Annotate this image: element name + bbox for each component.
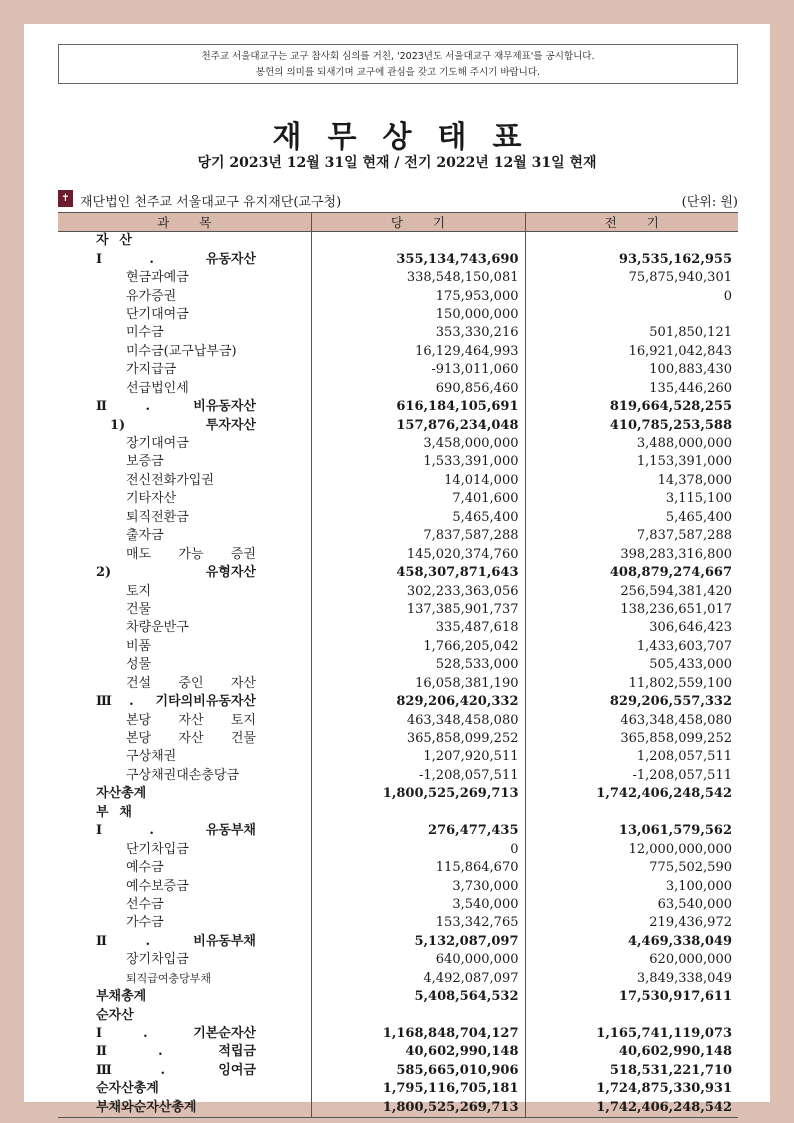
account-name: 본당 자산 건물 [126,731,256,747]
row-previous-value: 14,378,000 [525,472,738,490]
account-name: 매도 가능 증권 [126,546,256,562]
row-account-label [58,490,311,508]
table-row [58,269,738,287]
row-previous-value: 4,469,338,049 [525,933,738,951]
row-account-label [58,324,311,342]
row-current-value: 5,132,087,097 [311,933,525,951]
row-current-value: 3,540,000 [311,896,525,914]
col-header-previous: 전기 [525,213,738,232]
row-current-value: 7,837,587,288 [311,527,525,545]
row-account-label [58,1025,311,1043]
row-current-value [311,804,525,822]
row-current-value: 585,665,010,906 [311,1062,525,1080]
account-name: 가지급금 [126,362,177,378]
account-name: 성물 [126,657,152,673]
row-previous-value: 1,208,057,511 [525,748,738,766]
row-account-label [58,914,311,932]
row-previous-value: 1,724,875,330,931 [525,1080,738,1098]
row-current-value: 458,307,871,643 [311,564,525,582]
row-previous-value: 17,530,917,611 [525,988,738,1006]
row-account-label [58,398,311,416]
row-account-label [58,380,311,398]
row-account-label [58,804,311,822]
account-name: 장기차입금 [126,952,189,968]
row-previous-value: 1,165,741,119,073 [525,1025,738,1043]
table-row [58,951,738,969]
account-name: 전신전화가입권 [126,472,214,488]
table-row [58,232,738,251]
row-previous-value: 398,283,316,800 [525,545,738,563]
table-row [58,306,738,324]
row-previous-value: 3,849,338,049 [525,970,738,988]
notice-box [58,44,738,84]
row-previous-value: 1,433,603,707 [525,638,738,656]
table-row [58,1099,738,1118]
table-row [58,877,738,895]
table-row [58,638,738,656]
row-account-label [58,1006,311,1024]
row-current-value: 829,206,420,332 [311,693,525,711]
account-name: 가수금 [126,915,164,931]
account-name: 예수보증금 [126,878,189,894]
page-subtitle: 당기 2023년 12월 31일 현재 / 전기 2022년 12월 31일 현재 [197,155,597,171]
row-current-value: 7,401,600 [311,490,525,508]
account-name: 선수금 [126,896,164,912]
row-current-value: 4,492,087,097 [311,970,525,988]
account-name: 부 채 [96,804,132,820]
row-account-label [58,785,311,803]
row-current-value: -913,011,060 [311,361,525,379]
row-previous-value: 12,000,000,000 [525,840,738,858]
row-account-label [58,564,311,582]
row-current-value: 175,953,000 [311,287,525,305]
row-current-value: 302,233,363,056 [311,582,525,600]
table-row [58,582,738,600]
row-account-label [58,472,311,490]
row-previous-value [525,232,738,251]
table-row [58,988,738,1006]
row-account-label [58,693,311,711]
row-account-label [58,343,311,361]
row-previous-value [525,1006,738,1024]
row-current-value [311,1006,525,1024]
row-previous-value: 16,921,042,843 [525,343,738,361]
table-row [58,324,738,342]
table-row [58,527,738,545]
account-name: 미수금 [126,325,164,341]
cross-logo-icon: ✝ [58,190,73,207]
account-name: 건물 [126,601,152,617]
row-previous-value: 3,115,100 [525,490,738,508]
account-name: Ⅱ. 비유동자산 [96,399,256,415]
row-current-value: -1,208,057,511 [311,767,525,785]
row-current-value: 153,342,765 [311,914,525,932]
row-account-label [58,933,311,951]
account-name: 차량운반구 [126,620,189,636]
row-account-label [58,988,311,1006]
account-name: 순자산총계 [96,1081,159,1097]
table-row [58,896,738,914]
account-name: 건설 중인 자산 [126,675,256,691]
table-row [58,914,738,932]
account-name: 부채와순자산총계 [96,1099,197,1115]
row-account-label [58,619,311,637]
account-name: 선급법인세 [126,380,189,396]
table-row [58,804,738,822]
row-account-label [58,232,311,251]
row-account-label [58,1043,311,1061]
account-name: 순자산 [96,1007,134,1023]
row-account-label [58,822,311,840]
row-current-value: 276,477,435 [311,822,525,840]
row-current-value: 616,184,105,691 [311,398,525,416]
row-previous-value: 40,602,990,148 [525,1043,738,1061]
row-previous-value: 306,646,423 [525,619,738,637]
table-row [58,822,738,840]
notice-line-1: 천주교 서울대교구는 교구 참사회 심의를 거친, '2023년도 서울대교구 재무제표'를 공시합니다. [201,51,595,62]
row-current-value: 16,129,464,993 [311,343,525,361]
account-name: 본당 자산 토지 [126,712,256,728]
table-row [58,343,738,361]
row-current-value: 145,020,374,760 [311,545,525,563]
row-current-value: 115,864,670 [311,859,525,877]
account-name: Ⅰ. 유동자산 [96,251,256,267]
table-row [58,398,738,416]
row-current-value: 5,465,400 [311,509,525,527]
row-previous-value: 63,540,000 [525,896,738,914]
row-current-value: 3,730,000 [311,877,525,895]
table-row [58,545,738,563]
row-account-label [58,306,311,324]
row-previous-value [525,306,738,324]
row-account-label [58,545,311,563]
row-previous-value: 518,531,221,710 [525,1062,738,1080]
table-row [58,1006,738,1024]
table-row [58,1062,738,1080]
row-previous-value: 93,535,162,955 [525,250,738,268]
row-account-label [58,509,311,527]
row-previous-value: 11,802,559,100 [525,675,738,693]
balance-sheet-table [58,212,738,1118]
account-name: 기타자산 [126,491,177,507]
table-row [58,675,738,693]
row-previous-value: 13,061,579,562 [525,822,738,840]
row-account-label [58,767,311,785]
table-row [58,601,738,619]
org-header [58,190,738,208]
row-current-value: 137,385,901,737 [311,601,525,619]
row-account-label [58,287,311,305]
table-row [58,416,738,434]
col-header-account: 과목 [58,213,311,232]
row-current-value: 0 [311,840,525,858]
row-current-value: 690,856,460 [311,380,525,398]
row-previous-value: 1,153,391,000 [525,453,738,471]
table-row [58,711,738,729]
row-current-value: 1,533,391,000 [311,453,525,471]
table-body [58,232,738,1118]
row-account-label [58,896,311,914]
row-previous-value: 463,348,458,080 [525,711,738,729]
table-row [58,287,738,305]
row-previous-value: 408,879,274,667 [525,564,738,582]
row-current-value: 150,000,000 [311,306,525,324]
page-title: 재무상태표 [272,120,548,155]
row-previous-value: 365,858,099,252 [525,730,738,748]
table-row [58,785,738,803]
row-account-label [58,730,311,748]
row-previous-value [525,804,738,822]
row-account-label [58,250,311,268]
row-account-label [58,453,311,471]
row-previous-value: 7,837,587,288 [525,527,738,545]
table-row [58,693,738,711]
table-row [58,361,738,379]
row-current-value: 157,876,234,048 [311,416,525,434]
row-current-value: 335,487,618 [311,619,525,637]
row-current-value: 1,800,525,269,713 [311,785,525,803]
row-previous-value: 1,742,406,248,542 [525,785,738,803]
account-name: 예수금 [126,860,164,876]
row-account-label [58,951,311,969]
row-previous-value: 620,000,000 [525,951,738,969]
row-current-value: 1,766,205,042 [311,638,525,656]
row-previous-value: 410,785,253,588 [525,416,738,434]
row-account-label [58,1080,311,1098]
table-row [58,472,738,490]
table-row [58,656,738,674]
table-row [58,490,738,508]
account-name: 1) 투자자산 [110,417,256,433]
row-current-value: 338,548,150,081 [311,269,525,287]
row-current-value [311,232,525,251]
account-name: 미수금(교구납부금) [126,343,237,359]
account-name: 퇴직급여충당부채 [126,971,212,985]
row-current-value: 365,858,099,252 [311,730,525,748]
row-previous-value: 219,436,972 [525,914,738,932]
row-current-value: 640,000,000 [311,951,525,969]
row-current-value: 355,134,743,690 [311,250,525,268]
account-name: 장기대여금 [126,436,189,452]
table-row [58,619,738,637]
row-current-value: 1,795,116,705,181 [311,1080,525,1098]
row-previous-value: -1,208,057,511 [525,767,738,785]
account-name: Ⅱ. 비유동부채 [96,933,256,949]
account-name: Ⅲ. 기타의비유동자산 [96,694,256,710]
account-name: 출자금 [126,528,164,544]
row-previous-value: 829,206,557,332 [525,693,738,711]
table-row [58,435,738,453]
account-name: 자산총계 [96,786,147,802]
account-name: 보증금 [126,454,164,470]
account-name: 현금과예금 [126,270,189,286]
row-previous-value: 138,236,651,017 [525,601,738,619]
row-account-label [58,748,311,766]
unit-label: (단위: 원) [681,195,738,210]
row-account-label [58,269,311,287]
row-previous-value: 256,594,381,420 [525,582,738,600]
row-previous-value: 775,502,590 [525,859,738,877]
row-account-label [58,711,311,729]
account-name: 단기차입금 [126,841,189,857]
statement-sheet [24,24,770,1115]
table-row [58,1080,738,1098]
account-name: 부채총계 [96,989,147,1005]
row-current-value: 3,458,000,000 [311,435,525,453]
row-previous-value: 501,850,121 [525,324,738,342]
account-name: 구상채권 [126,749,177,765]
table-row [58,767,738,785]
row-previous-value: 75,875,940,301 [525,269,738,287]
row-previous-value: 3,100,000 [525,877,738,895]
row-account-label [58,840,311,858]
row-previous-value: 135,446,260 [525,380,738,398]
table-row [58,1043,738,1061]
row-current-value: 5,408,564,532 [311,988,525,1006]
row-account-label [58,416,311,434]
table-row [58,380,738,398]
row-current-value: 463,348,458,080 [311,711,525,729]
row-account-label [58,970,311,988]
col-header-current: 당기 [311,213,525,232]
row-account-label [58,601,311,619]
row-account-label [58,361,311,379]
account-name: 유가증권 [126,288,177,304]
account-name: 토지 [126,583,152,599]
row-current-value: 1,800,525,269,713 [311,1099,525,1118]
row-current-value: 40,602,990,148 [311,1043,525,1061]
table-header-row [58,213,738,232]
row-previous-value: 5,465,400 [525,509,738,527]
table-row [58,970,738,988]
row-previous-value: 505,433,000 [525,656,738,674]
row-current-value: 1,207,920,511 [311,748,525,766]
table-row [58,730,738,748]
account-name: 구상채권대손충당금 [126,767,240,783]
table-row [58,564,738,582]
account-name: 2) 유형자산 [96,565,256,581]
org-name: 재단법인 천주교 서울대교구 유지재단(교구청) [80,195,342,210]
table-row [58,509,738,527]
row-previous-value: 3,488,000,000 [525,435,738,453]
table-row [58,859,738,877]
table-row [58,250,738,268]
table-row [58,748,738,766]
account-name: Ⅱ. 적립금 [96,1044,256,1060]
account-name: Ⅰ. 기본순자산 [96,1026,256,1042]
account-name: 자 산 [96,233,132,249]
account-name: 퇴직전환금 [126,509,189,525]
row-current-value: 1,168,848,704,127 [311,1025,525,1043]
row-account-label [58,1099,311,1118]
row-account-label [58,675,311,693]
row-account-label [58,1062,311,1080]
row-current-value: 528,533,000 [311,656,525,674]
row-account-label [58,435,311,453]
table-row [58,1025,738,1043]
row-current-value: 14,014,000 [311,472,525,490]
table-row [58,453,738,471]
row-account-label [58,582,311,600]
row-account-label [58,638,311,656]
row-previous-value: 100,883,430 [525,361,738,379]
row-previous-value: 819,664,528,255 [525,398,738,416]
table-row [58,933,738,951]
row-account-label [58,527,311,545]
account-name: 단기대여금 [126,306,189,322]
row-current-value: 353,330,216 [311,324,525,342]
row-previous-value: 1,742,406,248,542 [525,1099,738,1118]
notice-line-2: 봉헌의 의미를 되새기며 교구에 관심을 갖고 기도해 주시기 바랍니다. [255,67,541,78]
row-account-label [58,859,311,877]
account-name: Ⅲ. 잉여금 [96,1062,256,1078]
row-current-value: 16,058,381,190 [311,675,525,693]
account-name: Ⅰ. 유동부채 [96,823,256,839]
row-account-label [58,656,311,674]
table-row [58,840,738,858]
account-name: 비품 [126,638,152,654]
row-account-label [58,877,311,895]
row-previous-value: 0 [525,287,738,305]
